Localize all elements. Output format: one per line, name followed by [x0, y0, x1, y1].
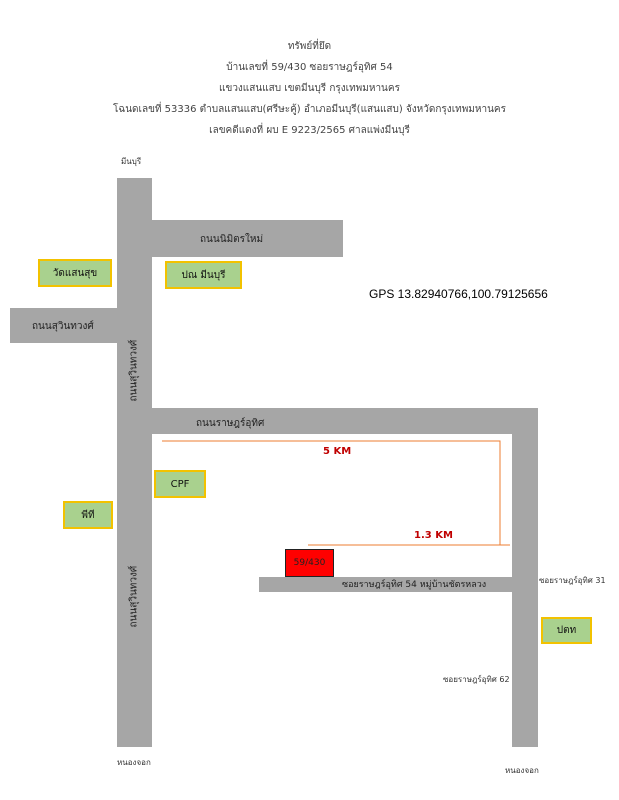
label-road-suwinthawong-left: ถนนสุวินทวงศ์	[32, 321, 94, 332]
distance-5km: 5 KM	[323, 446, 352, 457]
label-minburi-top: มีนบุรี	[121, 157, 142, 166]
header-district: แขวงแสนแสบ เขตมีนบุรี กรุงเทพมหานคร	[219, 83, 400, 94]
label-nongchok-left: หนองจอก	[117, 758, 151, 767]
header-case: เลขคดีแดงที่ ผบ E 9223/2565 ศาลแพ่งมีนบุรี	[209, 125, 410, 136]
landmark-wat-saensuk: วัดแสนสุข	[38, 259, 112, 287]
header-title: ทรัพย์ที่ยึด	[287, 41, 332, 52]
header-deed: โฉนดเลขที่ 53336 ตำบลแสนแสบ(ศรีษะคู้) อำเภอมีนบุรี(แสนแสบ) จังหวัดกรุงเทพมหานคร	[113, 104, 506, 115]
label-road-nimit-mai: ถนนนิมิตรใหม่	[200, 234, 264, 245]
label-road-ratutit: ถนนราษฎร์อุทิศ	[196, 418, 265, 429]
landmark-ptt-2: ปตท	[541, 617, 592, 644]
label-road-soi-62: ซอยราษฎร์อุทิศ 62	[443, 675, 510, 684]
gps-coordinates: GPS 13.82940766,100.79125656	[369, 287, 548, 301]
label-road-suwinthawong-lower: ถนนสุวินทวงศ์	[128, 565, 140, 628]
label-road-soi-54: ซอยราษฎร์อุทิศ 54 หมู่บ้านชัตรหลวง	[342, 580, 487, 590]
property-marker: 59/430	[285, 549, 334, 577]
label-nongchok-right: หนองจอก	[505, 766, 539, 775]
landmark-ptt: พีที	[63, 501, 113, 529]
header-address: บ้านเลขที่ 59/430 ซอยราษฎร์อุทิศ 54	[226, 62, 393, 73]
landmark-cpf: CPF	[154, 470, 206, 498]
label-road-soi-31: ซอยราษฎร์อุทิศ 31	[539, 576, 606, 585]
label-road-suwinthawong-upper: ถนนสุวินทวงศ์	[128, 339, 140, 402]
distance-1-3km: 1.3 KM	[414, 530, 453, 541]
landmark-post-office: ปณ มีนบุรี	[165, 261, 242, 289]
